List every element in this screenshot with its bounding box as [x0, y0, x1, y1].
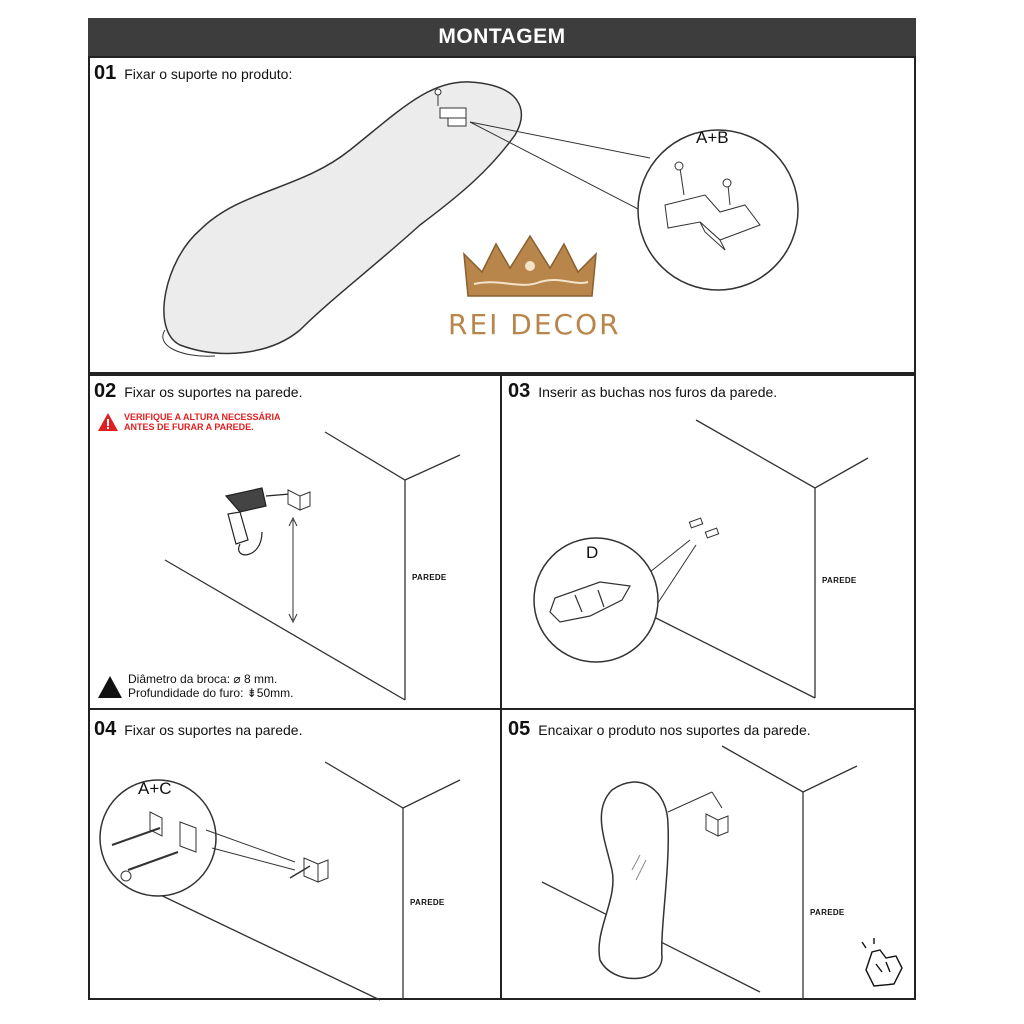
step-instruction: Inserir as buchas nos furos da parede.	[538, 384, 778, 400]
wall-label: PAREDE	[412, 573, 447, 582]
warning-message: VERIFIQUE A ALTURA NECESSÁRIA ANTES DE FURAR A PAREDE.	[124, 412, 281, 432]
detail-label-ab: A+B	[696, 128, 729, 147]
wall-label: PAREDE	[810, 908, 845, 917]
step-instruction: Fixar os suportes na parede.	[124, 384, 303, 400]
wall-label: PAREDE	[410, 898, 445, 907]
bracket-icon	[706, 814, 728, 836]
wall-label: PAREDE	[822, 576, 857, 585]
brand-name: REI DECOR	[448, 308, 621, 341]
detail-label-ac: A+C	[138, 779, 172, 798]
step-instruction: Encaixar o produto nos suportes da parede.	[538, 722, 811, 738]
drill-specs: Diâmetro da broca: ⌀ 8 mm. Profundidade do furo: ⇟50mm.	[128, 672, 294, 700]
clapping-hands-icon	[862, 938, 902, 986]
step-number: 03	[508, 380, 531, 402]
step-number: 01	[94, 62, 117, 84]
step-number: 05	[508, 718, 531, 740]
page-title: MONTAGEM	[88, 18, 916, 56]
step-instruction: Fixar o suporte no produto:	[124, 66, 293, 82]
mirror-icon	[599, 782, 668, 978]
step-instruction: Fixar os suportes na parede.	[124, 722, 303, 738]
step-number: 02	[94, 380, 117, 402]
step-number: 04	[94, 718, 117, 740]
detail-label-d: D	[586, 543, 599, 562]
